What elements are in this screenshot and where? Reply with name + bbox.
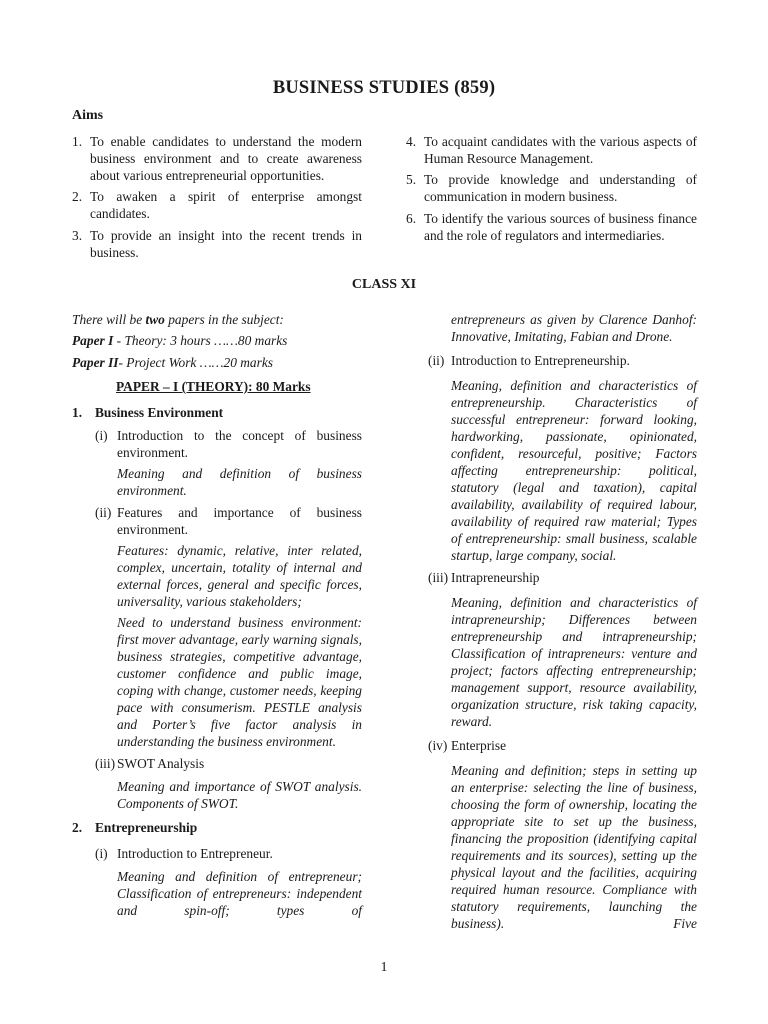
subtopic-description: Meaning, definition and characteristics of entrepreneurship. Characteristics of successful entrepreneur: forward looking, hardworking, passionate, opinionated, confident, resourceful, positive; Factors affecting entrepreneurship: political, statutory (legal and taxation), capital availability, availability of required labour, availability of required raw material; Types of entrepreneurship: small business, scalable startup, large company, social. (451, 378, 697, 563)
intro-text: papers in the subject: (164, 312, 284, 327)
subtopic-description: Meaning and importance of SWOT analysis. Components of SWOT. (117, 779, 362, 811)
subtopic-label: (i) (95, 428, 108, 443)
aim-text: To enable candidates to understand the modern business environment and to create awareness about various entrepreneurial opportunities. (90, 134, 362, 183)
section-number: 1. (72, 405, 83, 420)
subtopic-label: (i) (95, 846, 108, 861)
section-title: Business Environment (95, 405, 224, 420)
page-title: BUSINESS STUDIES (859) (272, 78, 496, 98)
class-heading: CLASS XI (351, 277, 417, 292)
subtopic-description: Meaning and definition; steps in setting up an enterprise: selecting the line of business, choosing the form of ownership, locating the appropriate site to set up the business, financing the proposition (identifying capital requirements and its sources), setting up the physical layout and the facilities, acquiring required human resource. Compliance with statutory requirements, launching the business). Five (451, 763, 697, 931)
aim-item (72, 227, 362, 261)
subtopic-title: Features and importance of business environment. (117, 505, 362, 537)
aim-item (72, 188, 362, 222)
paper1-line (72, 332, 287, 349)
subtopic-title: SWOT Analysis (117, 756, 205, 771)
paper1-text: - Theory: 3 hours ……80 marks (113, 333, 288, 348)
aim-item (406, 133, 697, 167)
aim-text: To provide an insight into the recent trends in business. (90, 228, 362, 260)
aim-text: To identify the various sources of business finance and the role of regulators and intermediaries. (424, 211, 697, 243)
subtopic-description: entrepreneurs as given by Clarence Danhof: Innovative, Imitating, Fabian and Drone. (451, 312, 697, 344)
aim-number: 5. (406, 172, 417, 187)
subtopic-description: Need to understand business environment: first mover advantage, early warning signals, business strategies, competitive advantage, customer confidence and public image, coping with change, customer needs, keeping pace with consumerism. PESTLE analysis and Porter’s five factor analysis in understanding the business environment. (117, 615, 362, 749)
paper2-label: Paper II (72, 355, 119, 370)
subtopic-title: Introduction to Entrepreneurship. (451, 353, 630, 368)
subtopic-label: (ii) (428, 353, 445, 368)
aim-text: To acquaint candidates with the various aspects of Human Resource Management. (424, 134, 697, 166)
page-number: 1 (380, 960, 388, 975)
section-title: Entrepreneurship (95, 820, 198, 835)
subtopic-title: Enterprise (451, 738, 507, 753)
paper1-label: Paper I (72, 333, 114, 348)
aim-number: 4. (406, 134, 417, 149)
aim-item (406, 210, 697, 244)
subtopic-title: Introduction to the concept of business environment. (117, 428, 362, 460)
subtopic-label: (iv) (428, 738, 448, 753)
aim-text: To awaken a spirit of enterprise amongst candidates. (90, 189, 362, 221)
section-number: 2. (72, 820, 83, 835)
subtopic-label: (ii) (95, 505, 112, 520)
aim-text: To provide knowledge and understanding of communication in modern business. (424, 172, 697, 204)
aim-item (406, 171, 697, 205)
paper2-text: - Project Work ……20 marks (118, 355, 273, 370)
aim-number: 2. (72, 189, 83, 204)
intro-line (72, 311, 284, 328)
aim-number: 6. (406, 211, 417, 226)
subtopic-title: Intrapreneurship (451, 570, 540, 585)
paper-heading: PAPER – I (THEORY): 80 Marks (116, 379, 311, 394)
subtopic-description: Meaning and definition of business environment. (117, 466, 362, 498)
subtopic-label: (iii) (95, 756, 116, 771)
paper2-line (72, 354, 273, 371)
subtopic-description: Features: dynamic, relative, inter related, complex, uncertain, totality of internal and external forces, general and specific forces, universality, various stakeholders; (117, 543, 362, 609)
subtopic-description: Meaning, definition and characteristics of intrapreneurship; Differences between entrepreneurship and intrapreneurship; Classification of intrapreneurs: venture and project; factors affecting entrepreneurship; management support, resource availability, organization structure, risk taking capacity, reward. (451, 595, 697, 729)
aims-heading: Aims (72, 108, 104, 123)
aim-number: 3. (72, 228, 83, 243)
subtopic-title: Introduction to Entrepreneur. (117, 846, 273, 861)
subtopic-label: (iii) (428, 570, 449, 585)
aim-number: 1. (72, 134, 83, 149)
subtopic-description: Meaning and definition of entrepreneur; Classification of entrepreneurs: independent and spin-off; types of (117, 869, 362, 918)
aim-item (72, 133, 362, 184)
intro-text: There will be (72, 312, 146, 327)
intro-emphasis: two (145, 312, 165, 327)
